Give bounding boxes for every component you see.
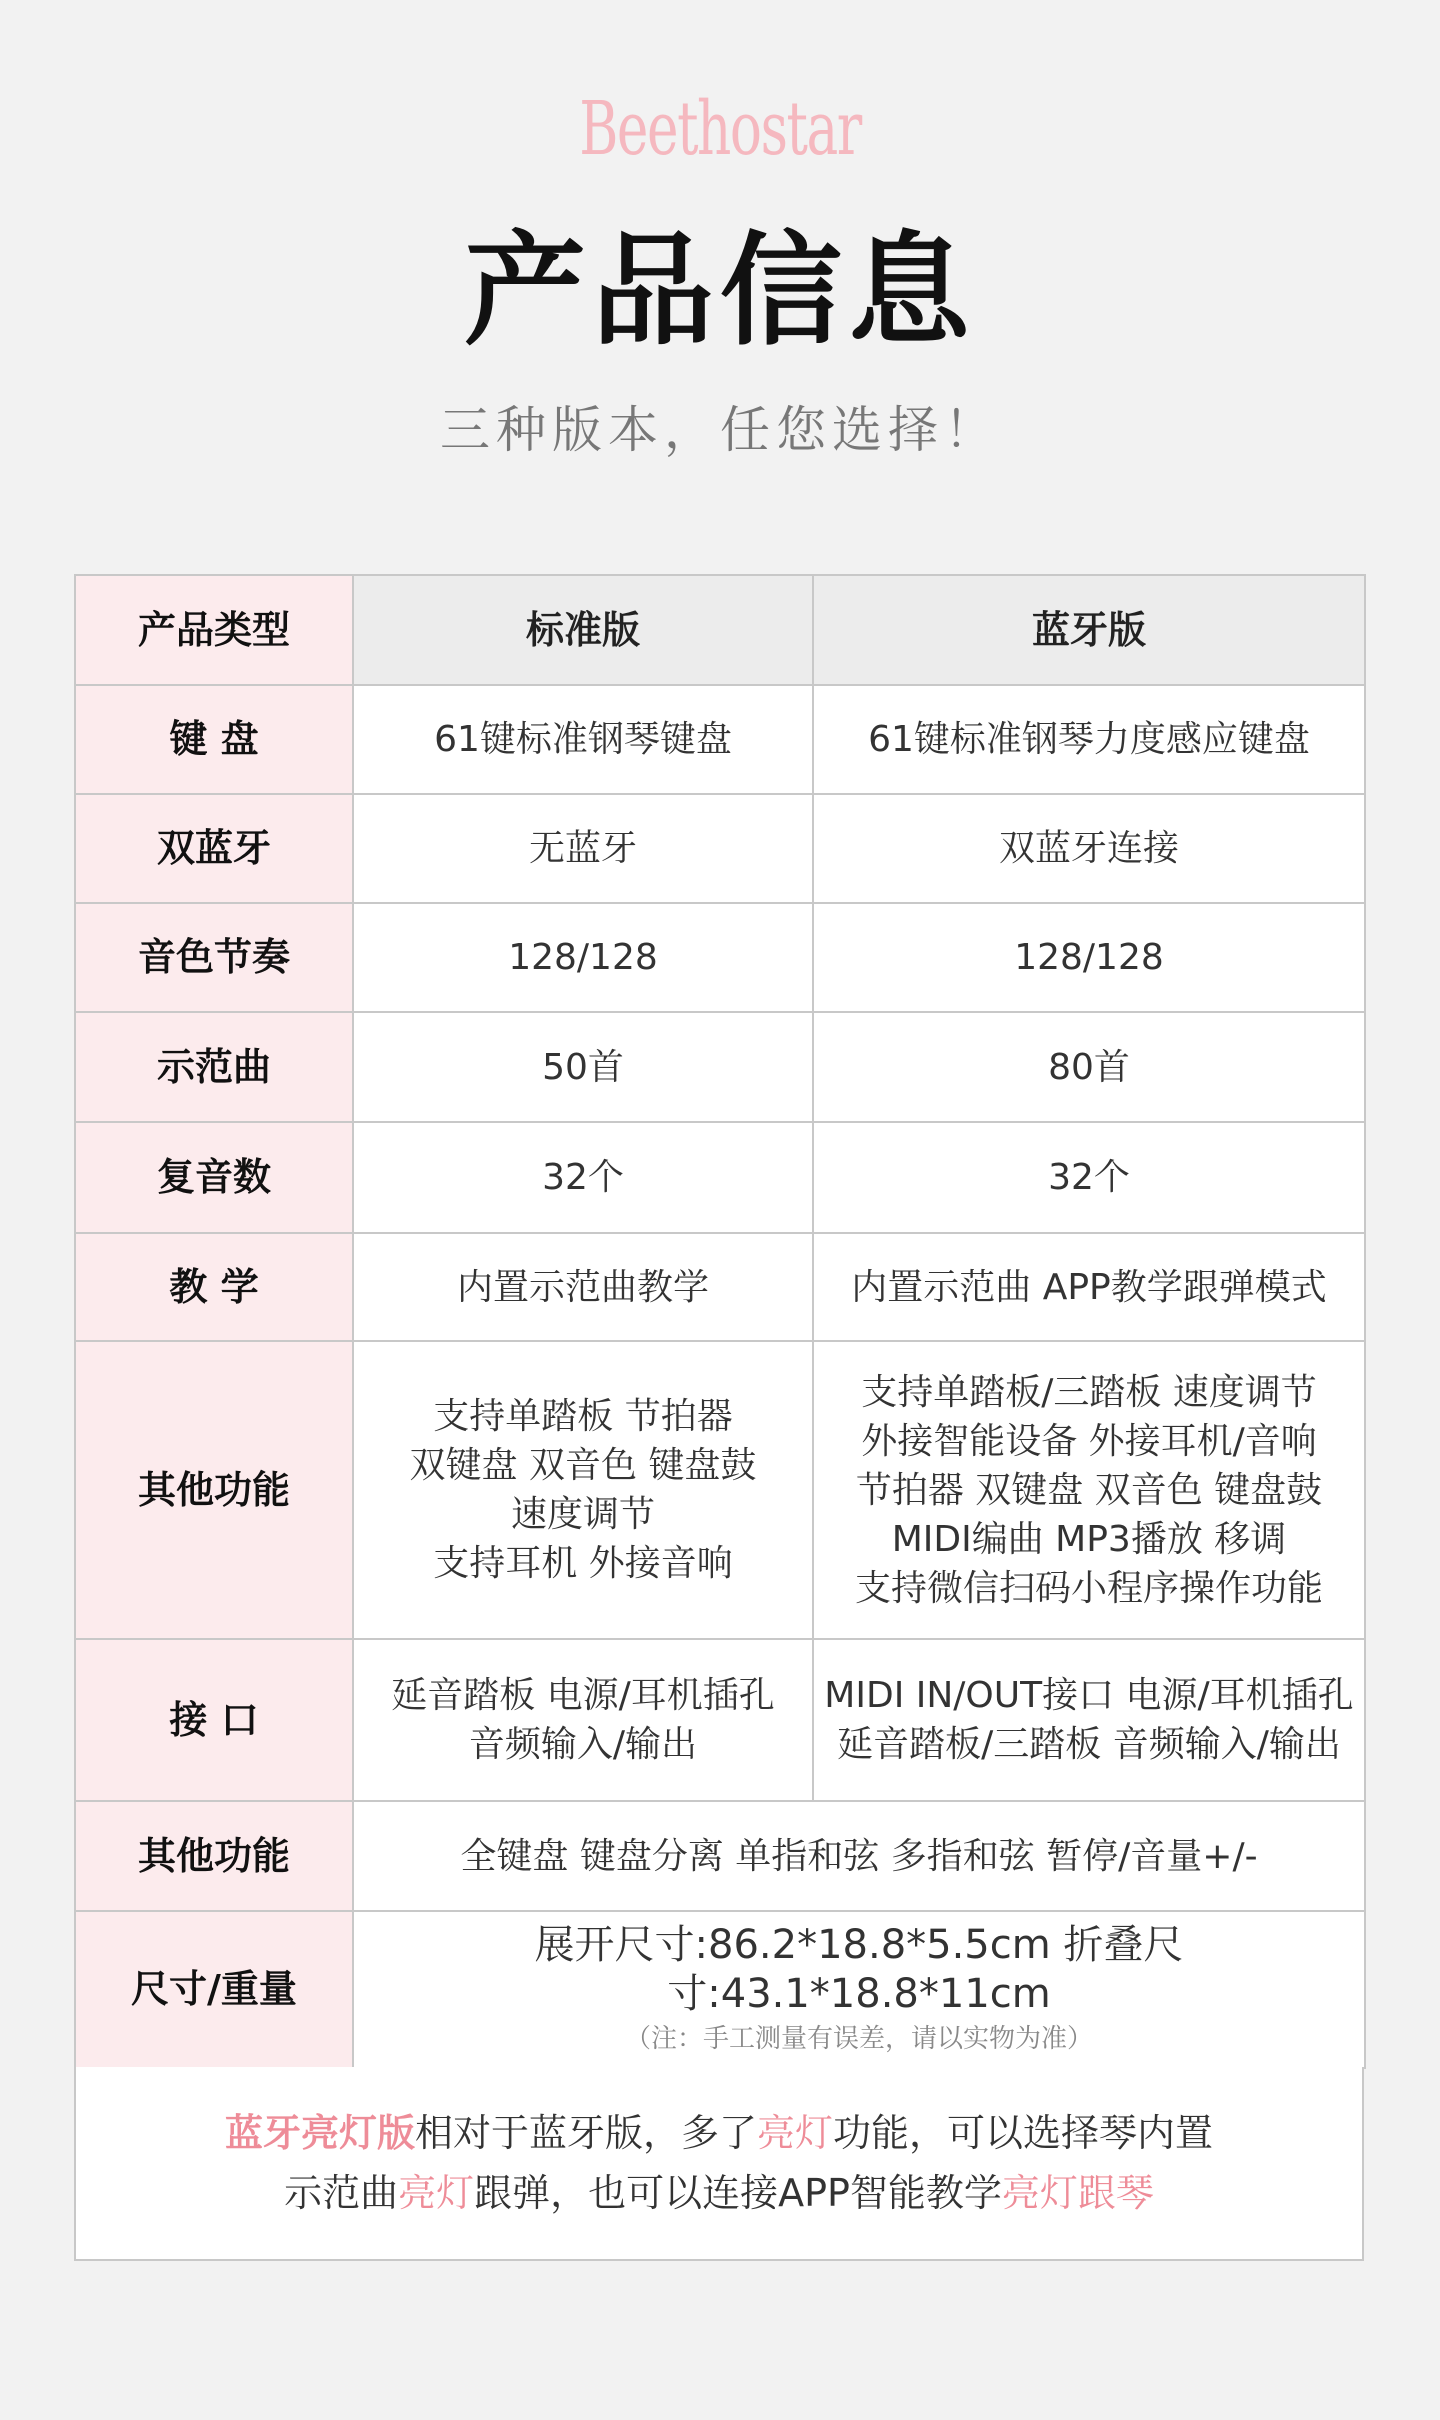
footer-text: 跟弹，也可以连接APP智能教学 [474, 2171, 1002, 2215]
cell-standard: 128/128 [353, 903, 813, 1012]
cell-standard: 61键标准钢琴键盘 [353, 685, 813, 794]
row-label: 示范曲 [75, 1012, 353, 1122]
cell-line: 支持耳机 外接音响 [433, 1543, 733, 1584]
row-label: 尺寸/重量 [75, 1911, 353, 2068]
cell-line: 延音踏板 电源/耳机插孔 [391, 1675, 775, 1716]
table-header-row [75, 575, 1365, 685]
highlight-text: 亮灯 [757, 2111, 834, 2155]
cell-merged [353, 1911, 1365, 2068]
dimensions-text: 展开尺寸:86.2*18.8*5.5cm 折叠尺寸:43.1*18.8*11cm [534, 1921, 1184, 2017]
cell-bluetooth [813, 1341, 1365, 1639]
cell-line: 支持单踏板/三踏板 速度调节 [861, 1371, 1317, 1413]
table-row [75, 1639, 1365, 1801]
row-label: 音色节奏 [75, 903, 353, 1012]
cell-line: 节拍器 双键盘 双音色 键盘鼓 [855, 1469, 1323, 1511]
brand-logo: Beethostar [579, 86, 861, 172]
row-label: 其他功能 [75, 1341, 353, 1639]
highlight-text: 蓝牙亮灯版 [224, 2111, 415, 2155]
cell-line: 音频输入/输出 [468, 1724, 698, 1765]
cell-standard: 内置示范曲教学 [353, 1233, 813, 1341]
cell-line: 支持单踏板 节拍器 [433, 1396, 733, 1437]
cell-line: 支持微信扫码小程序操作功能 [854, 1567, 1323, 1609]
cell-bluetooth: 61键标准钢琴力度感应键盘 [813, 685, 1365, 794]
cell-line: 外接智能设备 外接耳机/音响 [861, 1420, 1317, 1462]
cell-bluetooth: 80首 [813, 1012, 1365, 1122]
table-row [75, 685, 1365, 794]
cell-bluetooth: 128/128 [813, 903, 1365, 1012]
table-row [75, 794, 1365, 903]
page-subtitle: 三种版本，任您选择！ [440, 401, 1000, 459]
cell-bluetooth: 32个 [813, 1122, 1365, 1233]
table-row [75, 1801, 1365, 1911]
cell-standard: 50首 [353, 1012, 813, 1122]
cell-bluetooth: 双蓝牙连接 [813, 794, 1365, 903]
row-label: 其他功能 [75, 1801, 353, 1911]
highlight-text: 亮灯 [398, 2171, 475, 2215]
spec-table [74, 574, 1366, 2069]
cell-standard: 32个 [353, 1122, 813, 1233]
cell-standard: 无蓝牙 [353, 794, 813, 903]
table-row [75, 1911, 1365, 2068]
table-row [75, 1122, 1365, 1233]
row-label: 复音数 [75, 1122, 353, 1233]
row-label: 双蓝牙 [75, 794, 353, 903]
cell-merged: 全键盘 键盘分离 单指和弦 多指和弦 暂停/音量+/- [353, 1801, 1365, 1911]
footer-line-1 [225, 2103, 1213, 2163]
cell-line: 速度调节 [510, 1494, 655, 1535]
header-label: 产品类型 [75, 575, 353, 685]
header-bluetooth: 蓝牙版 [813, 575, 1365, 685]
cell-line: MIDI IN/OUT接口 电源/耳机插孔 [824, 1675, 1354, 1716]
footer-text: 示范曲 [284, 2171, 399, 2215]
cell-line: 延音踏板/三踏板 音频输入/输出 [837, 1724, 1341, 1765]
page-title: 产品信息 [464, 220, 976, 362]
footer-note [74, 2067, 1364, 2261]
table-row [75, 1233, 1365, 1341]
cell-standard [353, 1639, 813, 1801]
header-standard: 标准版 [353, 575, 813, 685]
cell-line: MIDI编曲 MP3播放 移调 [891, 1518, 1287, 1560]
table-row [75, 903, 1365, 1012]
footer-text: 功能，可以选择琴内置 [833, 2111, 1214, 2155]
table-row [75, 1341, 1365, 1639]
highlight-text: 亮灯跟琴 [1001, 2171, 1154, 2215]
cell-bluetooth: 内置示范曲 APP教学跟弹模式 [813, 1233, 1365, 1341]
cell-standard [353, 1341, 813, 1639]
row-label: 接 口 [75, 1639, 353, 1801]
table-row [75, 1012, 1365, 1122]
cell-line: 双键盘 双音色 键盘鼓 [409, 1445, 757, 1486]
row-label: 教 学 [75, 1233, 353, 1341]
row-label: 键 盘 [75, 685, 353, 794]
cell-bluetooth [813, 1639, 1365, 1801]
footer-text: 相对于蓝牙版，多了 [414, 2111, 757, 2155]
footer-line-2 [284, 2163, 1154, 2223]
measurement-note: （注：手工测量有误差，请以实物为准） [624, 2023, 1093, 2054]
